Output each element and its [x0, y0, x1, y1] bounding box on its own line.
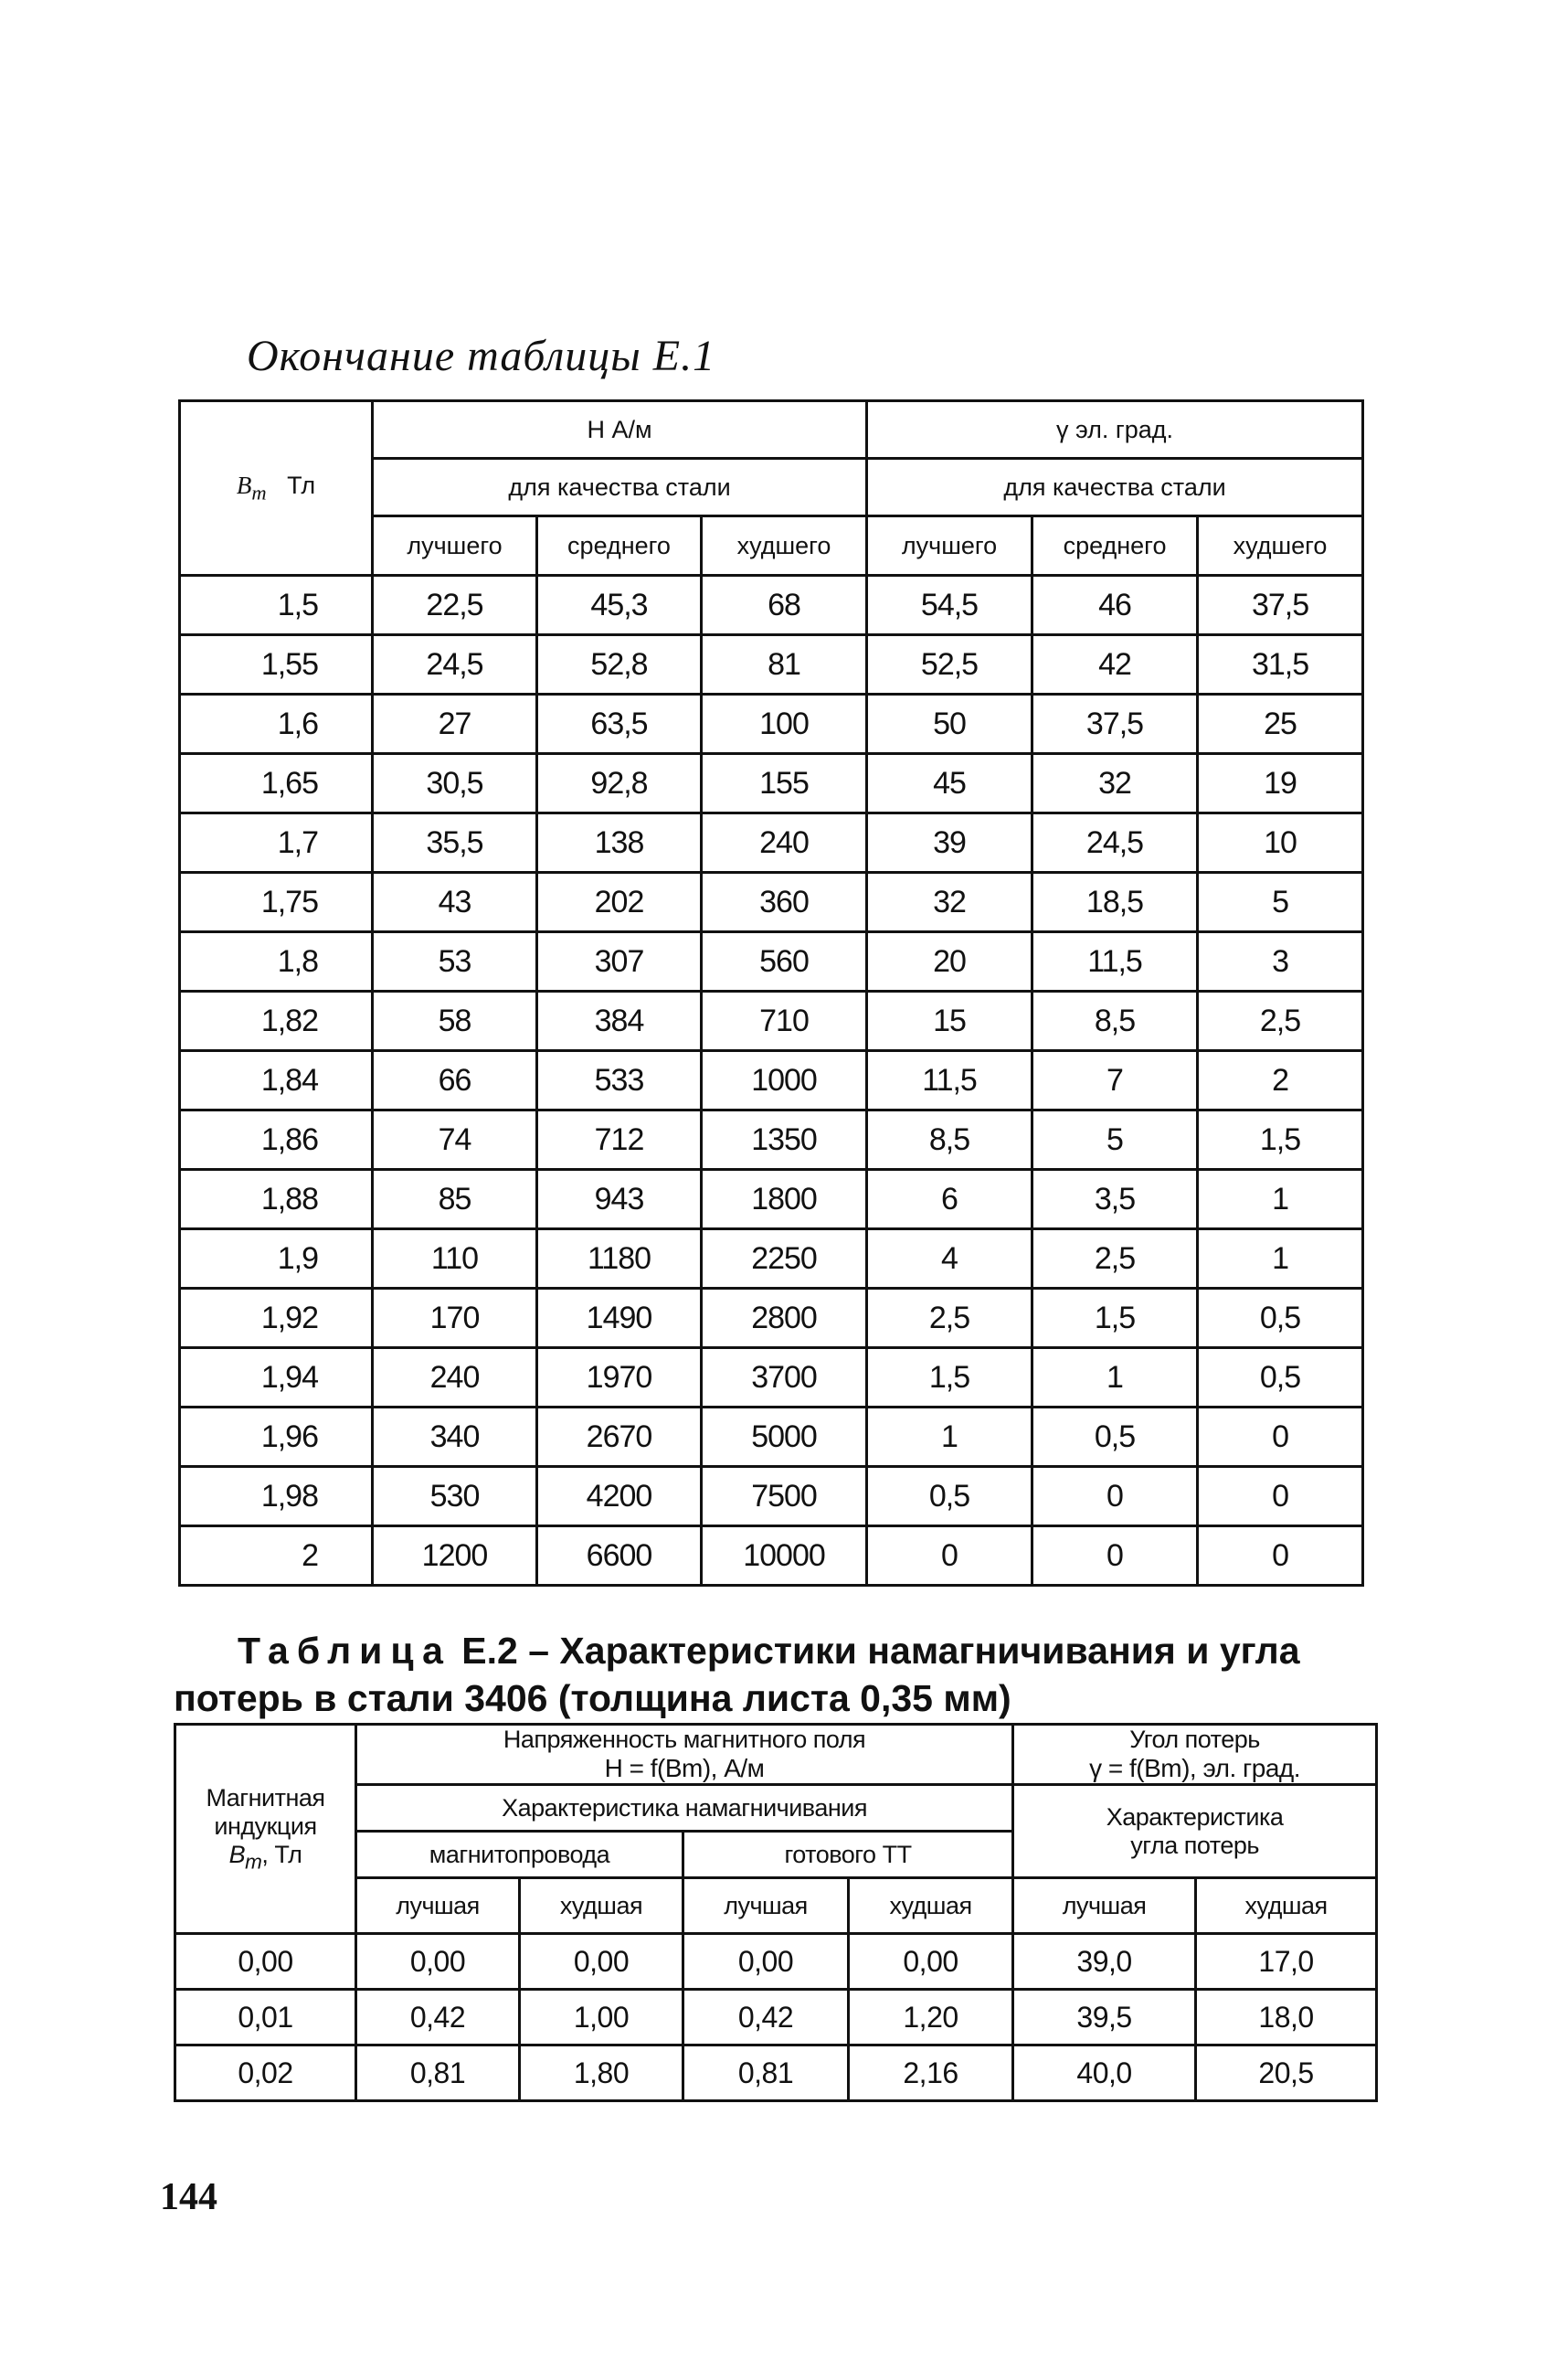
table-cell: 68 [702, 576, 867, 635]
table-cell: 46 [1032, 576, 1198, 635]
h-quality-header: для качества стали [373, 459, 867, 516]
table-cell: 1,5 [1198, 1110, 1363, 1170]
table-cell: 10000 [702, 1526, 867, 1586]
table-cell: 32 [867, 873, 1032, 932]
table-cell: 8,5 [1032, 992, 1198, 1051]
row-key-cell: 1,86 [180, 1110, 373, 1170]
table-cell: 138 [537, 813, 702, 873]
bm-subscript: m [251, 481, 267, 505]
table-cell: 1800 [702, 1170, 867, 1229]
table-cell: 53 [373, 932, 537, 992]
grade-header: худшего [702, 516, 867, 576]
table-cell: 24,5 [1032, 813, 1198, 873]
row-key-cell: 1,96 [180, 1408, 373, 1467]
table-row [180, 1467, 1363, 1526]
table-cell: 52,5 [867, 635, 1032, 695]
induction-line1: Магнитная [206, 1783, 325, 1812]
table-cell: 30,5 [373, 754, 537, 813]
table-cell: 100 [702, 695, 867, 754]
table-cell: 50 [867, 695, 1032, 754]
table-cell: 530 [373, 1467, 537, 1526]
table-cell: 35,5 [373, 813, 537, 873]
induction-header [175, 1725, 356, 1934]
loss-characteristic-header [1013, 1785, 1377, 1878]
row-key-cell: 1,9 [180, 1229, 373, 1289]
table2-body [175, 1934, 1377, 2101]
table-cell: 1 [867, 1408, 1032, 1467]
grade-header: среднего [1032, 516, 1198, 576]
grade-header: худшая [520, 1878, 683, 1934]
table2-title [174, 1627, 1371, 1722]
table-row [180, 1229, 1363, 1289]
row-key-cell: 1,8 [180, 932, 373, 992]
table-cell: 2,5 [1032, 1229, 1198, 1289]
induction-unit: , Тл [261, 1840, 302, 1868]
gamma-quality-header: для качества стали [867, 459, 1363, 516]
table-row [175, 2045, 1377, 2101]
row-key-cell: 2 [180, 1526, 373, 1586]
table-cell: 384 [537, 992, 702, 1051]
table-cell: 0 [1198, 1408, 1363, 1467]
table-cell: 155 [702, 754, 867, 813]
table-row [180, 873, 1363, 932]
table-cell: 110 [373, 1229, 537, 1289]
table-cell: 240 [702, 813, 867, 873]
table-cell: 0,5 [867, 1467, 1032, 1526]
table-cell: 18,5 [1032, 873, 1198, 932]
table-cell: 1,80 [520, 2045, 683, 2101]
table-cell: 2 [1198, 1051, 1363, 1110]
table-row [180, 695, 1363, 754]
table-cell: 1180 [537, 1229, 702, 1289]
table-cell: 6 [867, 1170, 1032, 1229]
table-cell: 1,5 [1032, 1289, 1198, 1348]
table-cell: 533 [537, 1051, 702, 1110]
table-cell: 0,00 [683, 1934, 849, 1990]
table-row [180, 754, 1363, 813]
table-cell: 3700 [702, 1348, 867, 1408]
table-cell: 85 [373, 1170, 537, 1229]
table-cell: 4 [867, 1229, 1032, 1289]
gamma-group-header: γ эл. град. [867, 401, 1363, 459]
loss-formula: γ = f(Bm), эл. град. [1089, 1754, 1301, 1782]
table-cell: 27 [373, 695, 537, 754]
table-row [180, 813, 1363, 873]
table-cell: 42 [1032, 635, 1198, 695]
table-cell: 0 [1198, 1526, 1363, 1586]
table-cell: 6600 [537, 1526, 702, 1586]
table-cell: 1200 [373, 1526, 537, 1586]
finished-ct-header: готового ТТ [683, 1832, 1013, 1878]
table-e2 [174, 1723, 1378, 2102]
table-cell: 52,8 [537, 635, 702, 695]
table-row [180, 576, 1363, 635]
table-cell: 45 [867, 754, 1032, 813]
table-cell: 1490 [537, 1289, 702, 1348]
table-row [180, 635, 1363, 695]
bm-unit: Тл [287, 471, 316, 499]
magnetization-header: Характеристика намагничивания [356, 1785, 1013, 1832]
table-cell: 25 [1198, 695, 1363, 754]
table-cell: 340 [373, 1408, 537, 1467]
table-cell: 170 [373, 1289, 537, 1348]
table-cell: 1,20 [849, 1990, 1013, 2045]
table-cell: 1 [1032, 1348, 1198, 1408]
table-cell: 1350 [702, 1110, 867, 1170]
table-cell: 81 [702, 635, 867, 695]
table-cell: 2250 [702, 1229, 867, 1289]
table-row [180, 1170, 1363, 1229]
table-row [175, 1934, 1377, 1990]
row-key-cell: 1,92 [180, 1289, 373, 1348]
table-cell: 0 [1198, 1467, 1363, 1526]
table-cell: 0,81 [683, 2045, 849, 2101]
table1-body [180, 576, 1363, 1586]
table-cell: 58 [373, 992, 537, 1051]
loss-char-line2: угла потерь [1130, 1831, 1259, 1859]
row-key-cell: 1,75 [180, 873, 373, 932]
table-cell: 360 [702, 873, 867, 932]
grade-header: среднего [537, 516, 702, 576]
loss-char-line1: Характеристика [1106, 1802, 1284, 1831]
table-cell: 0,5 [1198, 1348, 1363, 1408]
table-cell: 5000 [702, 1408, 867, 1467]
field-header [356, 1725, 1013, 1785]
table-cell: 1 [1198, 1229, 1363, 1289]
table-cell: 0 [1032, 1526, 1198, 1586]
row-key-cell: 1,5 [180, 576, 373, 635]
table-cell: 10 [1198, 813, 1363, 873]
table-cell: 5 [1032, 1110, 1198, 1170]
table-cell: 37,5 [1198, 576, 1363, 635]
table-cell: 5 [1198, 873, 1363, 932]
row-key-cell: 1,65 [180, 754, 373, 813]
table-cell: 1000 [702, 1051, 867, 1110]
table-row [180, 1348, 1363, 1408]
page-number: 144 [160, 2176, 217, 2218]
table-cell: 54,5 [867, 576, 1032, 635]
field-formula: H = f(Bm), А/м [604, 1754, 765, 1782]
table-cell: 2800 [702, 1289, 867, 1348]
row-key-cell: 1,94 [180, 1348, 373, 1408]
table-cell: 2,5 [867, 1289, 1032, 1348]
table-cell: 1,00 [520, 1990, 683, 2045]
table-cell: 0 [1032, 1467, 1198, 1526]
table-cell: 45,3 [537, 576, 702, 635]
field-title: Напряженность магнитного поля [503, 1726, 866, 1753]
table-cell: 39 [867, 813, 1032, 873]
table-cell: 24,5 [373, 635, 537, 695]
table-cell: 0,5 [1032, 1408, 1198, 1467]
table-row [180, 1110, 1363, 1170]
h-group-header: H А/м [373, 401, 867, 459]
table-cell: 18,0 [1196, 1990, 1377, 2045]
row-key-cell: 0,00 [175, 1934, 356, 1990]
table-cell: 37,5 [1032, 695, 1198, 754]
table-row [180, 1526, 1363, 1586]
table-cell: 2,16 [849, 2045, 1013, 2101]
grade-header: лучшего [373, 516, 537, 576]
table-cell: 0,42 [356, 1990, 520, 2045]
table-cell: 1,5 [867, 1348, 1032, 1408]
grade-header: худшая [849, 1878, 1013, 1934]
row-key-cell: 1,98 [180, 1467, 373, 1526]
table-cell: 40,0 [1013, 2045, 1196, 2101]
table-cell: 31,5 [1198, 635, 1363, 695]
loss-title: Угол потерь [1129, 1726, 1260, 1753]
table-cell: 92,8 [537, 754, 702, 813]
table-cell: 74 [373, 1110, 537, 1170]
table-cell: 943 [537, 1170, 702, 1229]
induction-line2: индукция [214, 1812, 317, 1840]
table-cell: 712 [537, 1110, 702, 1170]
table-cell: 66 [373, 1051, 537, 1110]
row-key-cell: 1,82 [180, 992, 373, 1051]
table-cell: 39,5 [1013, 1990, 1196, 2045]
table-cell: 11,5 [1032, 932, 1198, 992]
table1-caption: Окончание таблицы Е.1 [247, 332, 716, 380]
table-cell: 710 [702, 992, 867, 1051]
table-row [180, 1408, 1363, 1467]
table-cell: 7 [1032, 1051, 1198, 1110]
table-cell: 202 [537, 873, 702, 932]
table-cell: 63,5 [537, 695, 702, 754]
table2-title-text: Е.2 – Характеристики намагничивания и угла потерь в стали 3406 (толщина листа 0,35 мм) [174, 1630, 1300, 1719]
induction-symbol: B [228, 1840, 246, 1868]
table-cell: 2670 [537, 1408, 702, 1467]
table-cell: 11,5 [867, 1051, 1032, 1110]
table-cell: 20 [867, 932, 1032, 992]
table-cell: 8,5 [867, 1110, 1032, 1170]
table-cell: 560 [702, 932, 867, 992]
table-cell: 1970 [537, 1348, 702, 1408]
table-cell: 32 [1032, 754, 1198, 813]
table-cell: 3 [1198, 932, 1363, 992]
table-cell: 20,5 [1196, 2045, 1377, 2101]
table-row [180, 992, 1363, 1051]
table-cell: 0,5 [1198, 1289, 1363, 1348]
table2-title-word: Таблица [238, 1630, 451, 1672]
table-cell: 3,5 [1032, 1170, 1198, 1229]
row-key-cell: 0,01 [175, 1990, 356, 2045]
row-key-cell: 1,55 [180, 635, 373, 695]
table-row [180, 932, 1363, 992]
table-cell: 15 [867, 992, 1032, 1051]
induction-subscript: m [245, 1850, 262, 1874]
table-cell: 0,00 [849, 1934, 1013, 1990]
bm-symbol: B [236, 471, 252, 499]
table-cell: 39,0 [1013, 1934, 1196, 1990]
table-cell: 0,42 [683, 1990, 849, 2045]
table-row [180, 1051, 1363, 1110]
table-cell: 0,00 [520, 1934, 683, 1990]
table-cell: 0 [867, 1526, 1032, 1586]
grade-header: худшего [1198, 516, 1363, 576]
table-cell: 240 [373, 1348, 537, 1408]
table-cell: 43 [373, 873, 537, 932]
table-cell: 4200 [537, 1467, 702, 1526]
grade-header: лучшая [1013, 1878, 1196, 1934]
table-row [180, 1289, 1363, 1348]
table-row [175, 1990, 1377, 2045]
grade-header: лучшая [356, 1878, 520, 1934]
grade-header: лучшая [683, 1878, 849, 1934]
table-cell: 0,81 [356, 2045, 520, 2101]
row-key-cell: 1,84 [180, 1051, 373, 1110]
row-key-cell: 1,88 [180, 1170, 373, 1229]
row-key-cell: 0,02 [175, 2045, 356, 2101]
loss-header [1013, 1725, 1377, 1785]
grade-header: лучшего [867, 516, 1032, 576]
grade-header: худшая [1196, 1878, 1377, 1934]
table-e1 [178, 399, 1364, 1587]
bm-header [180, 401, 373, 576]
table-cell: 2,5 [1198, 992, 1363, 1051]
row-key-cell: 1,7 [180, 813, 373, 873]
table-cell: 7500 [702, 1467, 867, 1526]
table-cell: 307 [537, 932, 702, 992]
table-cell: 19 [1198, 754, 1363, 813]
table-cell: 1 [1198, 1170, 1363, 1229]
table-cell: 0,00 [356, 1934, 520, 1990]
table-cell: 22,5 [373, 576, 537, 635]
row-key-cell: 1,6 [180, 695, 373, 754]
core-header: магнитопровода [356, 1832, 683, 1878]
table-cell: 17,0 [1196, 1934, 1377, 1990]
